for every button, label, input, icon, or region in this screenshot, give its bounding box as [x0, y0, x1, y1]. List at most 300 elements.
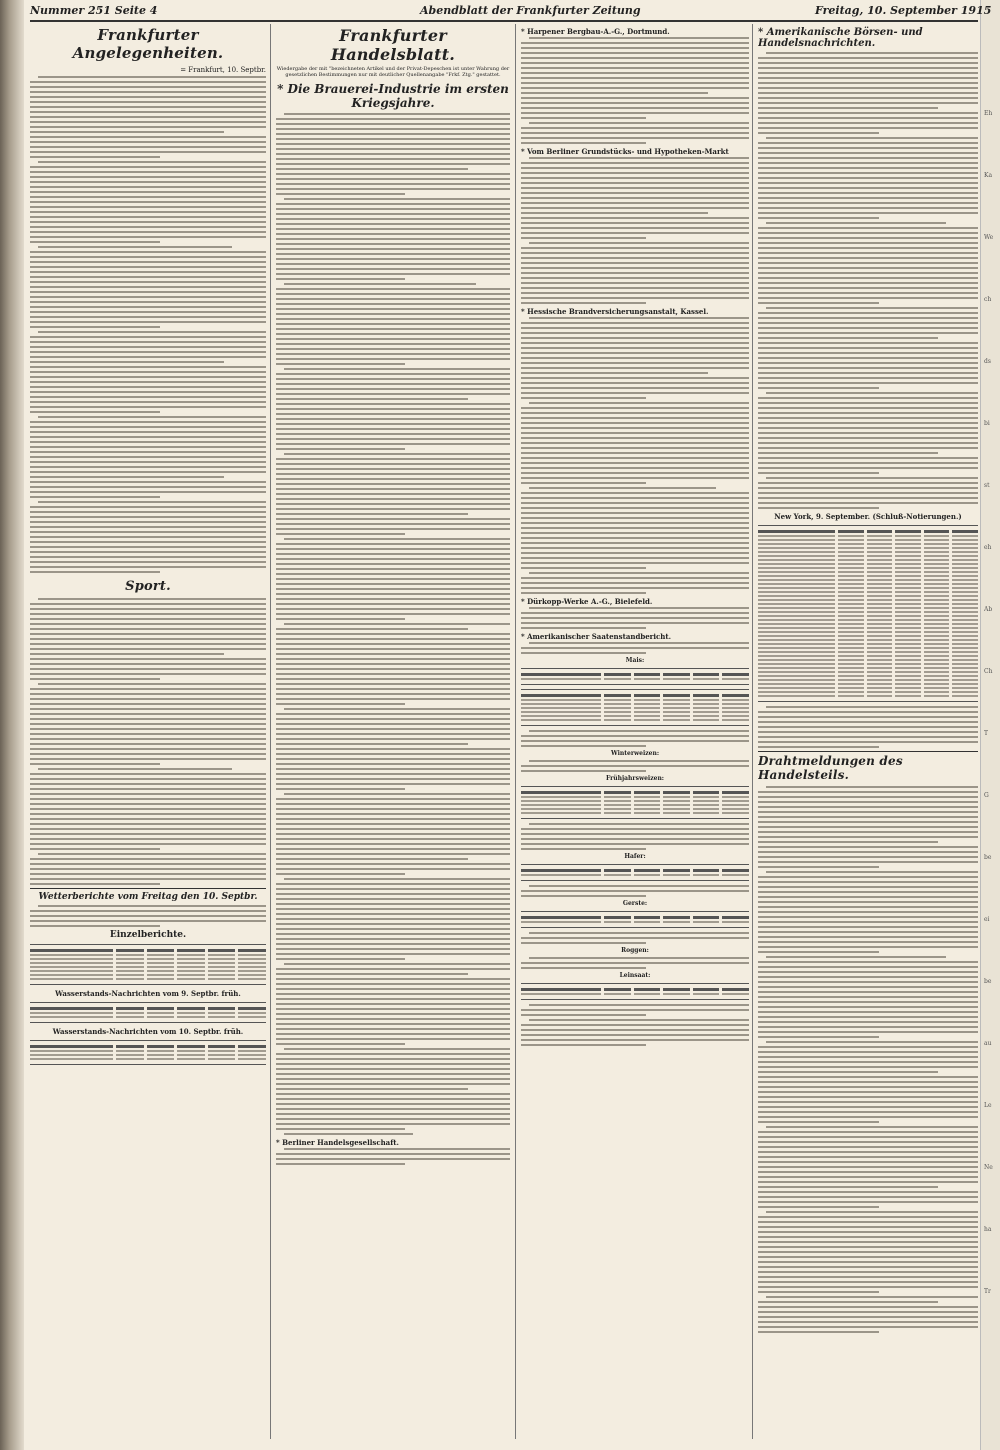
water-table-2 [30, 1040, 266, 1065]
table-cell [521, 916, 601, 919]
text-line [276, 123, 510, 125]
table-row [30, 974, 266, 976]
table-cell [867, 575, 893, 577]
text-line [276, 268, 510, 270]
text-line [758, 262, 978, 264]
table-row [521, 808, 749, 810]
article-text [30, 76, 266, 573]
text-line [758, 227, 978, 229]
text-line [30, 311, 266, 313]
marginal-fragment: ds [984, 358, 991, 365]
table-cell [604, 808, 631, 810]
text-line [276, 978, 510, 980]
text-line [758, 382, 978, 384]
text-line [276, 1093, 510, 1095]
brandversicherung-text [521, 317, 749, 594]
text-line [758, 921, 978, 923]
table-cell [634, 988, 661, 991]
text-line [521, 497, 749, 499]
text-line [521, 167, 749, 169]
text-line [276, 668, 510, 670]
table-cell [604, 993, 631, 995]
text-line [276, 403, 510, 405]
table-cell [177, 1058, 205, 1060]
table-row [758, 543, 978, 545]
text-line [30, 521, 266, 523]
text-line [276, 1038, 510, 1040]
text-line [276, 503, 510, 505]
table-cell [238, 1058, 266, 1060]
table-cell [758, 583, 835, 585]
table-row [758, 530, 978, 533]
table-cell [663, 993, 690, 995]
table-row [758, 695, 978, 697]
table-cell [30, 966, 113, 968]
table-cell [604, 673, 631, 676]
text-line [521, 838, 749, 840]
text-line [758, 976, 978, 978]
masthead-left: Nummer 251 Seite 4 [30, 4, 158, 17]
text-line [529, 730, 749, 732]
text-line [276, 588, 510, 590]
text-line [276, 718, 510, 720]
table-cell [838, 651, 864, 653]
text-line [30, 216, 266, 218]
table-cell [867, 663, 893, 665]
table-cell [693, 988, 720, 991]
table-cell [758, 695, 835, 697]
text-line [521, 890, 749, 892]
text-line [521, 282, 749, 284]
text-line [30, 321, 266, 323]
text-line [276, 318, 510, 320]
table-cell [147, 949, 175, 952]
table-cell [924, 579, 950, 581]
table-cell [867, 623, 893, 625]
text-line [276, 288, 510, 290]
weather-title: Wetterberichte vom Freitag den 10. Septbr. [30, 888, 266, 902]
text-line [521, 848, 646, 850]
text-line [758, 1196, 978, 1198]
table-cell [634, 791, 661, 794]
text-line [30, 788, 266, 790]
table-cell [693, 715, 720, 717]
table-cell [663, 791, 690, 794]
table-cell [924, 627, 950, 629]
table-cell [634, 694, 661, 697]
table-cell [521, 699, 601, 701]
text-line [30, 191, 266, 193]
table-cell [867, 607, 893, 609]
text-line [276, 888, 510, 890]
table-cell [867, 615, 893, 617]
text-line [30, 703, 266, 705]
table-cell [895, 591, 921, 593]
text-line [521, 322, 749, 324]
table-cell [604, 796, 631, 798]
text-line [30, 763, 160, 765]
table-cell [177, 962, 205, 964]
table-cell [663, 703, 690, 705]
text-line [758, 881, 978, 883]
table-cell [924, 607, 950, 609]
table-cell [208, 1045, 236, 1048]
table-cell [867, 647, 893, 649]
text-line [758, 906, 978, 908]
text-line [30, 718, 266, 720]
text-line [521, 417, 749, 419]
text-line [276, 228, 510, 230]
text-line [758, 1166, 978, 1168]
table-cell [693, 804, 720, 806]
water-title-1: Wasserstands-Nachrichten vom 9. Septbr. früh. [55, 989, 241, 998]
text-line [30, 638, 266, 640]
table-cell [895, 615, 921, 617]
text-line [30, 783, 266, 785]
table-row [758, 627, 978, 629]
table-cell [924, 659, 950, 661]
text-line [284, 283, 476, 285]
table-cell [663, 988, 690, 991]
text-line [276, 633, 510, 635]
table-cell [867, 539, 893, 541]
table-cell [758, 603, 835, 605]
table-cell [838, 535, 864, 537]
table-cell [177, 1045, 205, 1048]
table-cell [952, 679, 978, 681]
text-line [521, 1024, 749, 1026]
text-line [30, 858, 266, 860]
text-line [521, 297, 749, 299]
table-cell [867, 655, 893, 657]
text-line [30, 436, 266, 438]
table-cell [867, 687, 893, 689]
table-cell [758, 623, 835, 625]
text-line [758, 791, 978, 793]
text-line [284, 198, 510, 200]
sport-text [30, 598, 266, 885]
text-line [521, 507, 749, 509]
text-line [521, 527, 749, 529]
table-cell [895, 551, 921, 553]
table-cell [924, 571, 950, 573]
text-line [276, 508, 510, 510]
text-line [521, 82, 749, 84]
table-cell [521, 703, 601, 705]
text-line [758, 387, 879, 389]
text-line [758, 1101, 978, 1103]
text-line [30, 808, 266, 810]
text-line [38, 501, 266, 503]
table-row [30, 970, 266, 972]
table-cell [867, 563, 893, 565]
table-cell [924, 639, 950, 641]
winterweizen-label: Winterweizen: [610, 750, 660, 757]
fruehjahrsweizen-table [521, 786, 749, 819]
column-rule-1 [270, 24, 271, 1439]
text-line [30, 376, 266, 378]
text-line [521, 1014, 646, 1016]
table-row [758, 675, 978, 677]
table-cell [758, 595, 835, 597]
text-line [521, 587, 749, 589]
text-line [521, 547, 749, 549]
text-line [276, 1058, 510, 1060]
text-line [758, 287, 978, 289]
table-cell [758, 555, 835, 557]
table-cell [895, 567, 921, 569]
text-line [758, 442, 978, 444]
table-cell [238, 970, 266, 972]
table-cell [867, 651, 893, 653]
text-line [30, 466, 266, 468]
table-row [30, 1012, 266, 1014]
table-cell [663, 711, 690, 713]
text-line [30, 713, 266, 715]
text-line [30, 391, 266, 393]
table-cell [758, 671, 835, 673]
text-line [276, 653, 510, 655]
text-line [30, 623, 266, 625]
text-line [276, 933, 510, 935]
text-line [276, 943, 510, 945]
text-line [276, 713, 510, 715]
text-line [521, 292, 749, 294]
text-line [758, 721, 978, 723]
table-cell [634, 916, 661, 919]
text-line [276, 1118, 510, 1120]
table-cell [895, 575, 921, 577]
table-cell [30, 1007, 113, 1010]
text-line [758, 1096, 978, 1098]
text-line [30, 356, 266, 358]
table-cell [952, 535, 978, 537]
marginal-fragment: T [984, 730, 989, 737]
text-line [276, 688, 510, 690]
text-line [766, 392, 978, 394]
text-line [30, 166, 266, 168]
table-row [758, 635, 978, 637]
text-line [276, 1163, 405, 1165]
table-cell [895, 683, 921, 685]
table-cell [238, 1012, 266, 1014]
table-cell [895, 675, 921, 677]
table-cell [895, 571, 921, 573]
text-line [758, 1261, 978, 1263]
table-cell [895, 603, 921, 605]
table-cell [867, 543, 893, 545]
table-row [521, 988, 749, 991]
table-cell [838, 619, 864, 621]
text-line [276, 248, 510, 250]
text-line [30, 481, 266, 483]
text-line [284, 878, 510, 880]
text-line [521, 377, 749, 379]
table-cell [634, 808, 661, 810]
text-line [521, 132, 749, 134]
text-line [758, 1051, 978, 1053]
text-line [276, 848, 510, 850]
text-line [30, 116, 266, 118]
table-cell [30, 949, 113, 952]
text-line [758, 1171, 978, 1173]
text-line [276, 723, 510, 725]
table-cell [838, 595, 864, 597]
text-line [276, 1018, 510, 1020]
text-line [758, 312, 978, 314]
text-line [30, 708, 266, 710]
table-cell [952, 551, 978, 553]
text-line [758, 1151, 978, 1153]
text-line [276, 213, 510, 215]
table-cell [838, 567, 864, 569]
text-line [529, 607, 749, 609]
table-cell [838, 643, 864, 645]
table-cell [208, 974, 236, 976]
text-line [521, 162, 749, 164]
text-line [758, 1066, 978, 1068]
table-cell [521, 993, 601, 995]
text-line [276, 478, 510, 480]
text-line [276, 383, 510, 385]
table-cell [895, 583, 921, 585]
berliner-text [276, 1148, 510, 1165]
table-cell [177, 949, 205, 952]
text-line [30, 873, 266, 875]
text-line [758, 1181, 978, 1183]
text-line [758, 851, 978, 853]
text-line [758, 1016, 978, 1018]
table-row [758, 535, 978, 537]
marginal-fragment: G [984, 792, 989, 799]
text-line [30, 678, 160, 680]
text-line [276, 493, 510, 495]
text-line [30, 843, 266, 845]
text-line [30, 753, 266, 755]
table-row [521, 791, 749, 794]
text-line [30, 251, 266, 253]
text-line [521, 42, 749, 44]
text-line [276, 343, 510, 345]
table-cell [634, 812, 661, 814]
text-line [521, 447, 749, 449]
text-line [276, 468, 510, 470]
text-line [30, 291, 266, 293]
text-line [521, 57, 749, 59]
text-line [758, 936, 978, 938]
table-cell [521, 711, 601, 713]
text-line [30, 446, 266, 448]
table-cell [722, 678, 749, 680]
mais-label: Mais: [625, 657, 645, 664]
text-line [521, 227, 749, 229]
text-line [276, 393, 510, 395]
table-cell [924, 651, 950, 653]
brandversicherung-lead: * Hessische Brandversicherungsanstalt, Kassel. [521, 307, 709, 316]
table-cell [521, 812, 601, 814]
text-line [276, 418, 510, 420]
text-line [758, 931, 978, 933]
table-cell [634, 869, 661, 872]
text-line [758, 452, 938, 454]
table-cell [634, 678, 661, 680]
table-cell [116, 970, 144, 972]
gerste-table [521, 911, 749, 928]
table-cell [952, 615, 978, 617]
table-cell [238, 1016, 266, 1018]
text-line [30, 271, 266, 273]
text-line [758, 926, 978, 928]
table-cell [758, 539, 835, 541]
text-line [521, 522, 749, 524]
text-line [529, 885, 749, 887]
table-cell [924, 587, 950, 589]
text-line [30, 96, 266, 98]
table-cell [924, 619, 950, 621]
table-cell [895, 691, 921, 693]
table-cell [722, 988, 749, 991]
table-cell [838, 543, 864, 545]
text-line [529, 823, 749, 825]
text-line [276, 448, 405, 450]
text-line [758, 711, 978, 713]
table-row [758, 607, 978, 609]
table-cell [604, 791, 631, 794]
text-line [529, 242, 749, 244]
text-line [276, 788, 405, 790]
text-line [758, 1001, 978, 1003]
table-cell [952, 691, 978, 693]
text-line [30, 793, 266, 795]
table-row [758, 591, 978, 593]
table-cell [758, 587, 835, 589]
table-cell [895, 555, 921, 557]
text-line [766, 956, 946, 958]
table-cell [895, 631, 921, 633]
text-line [758, 72, 978, 74]
table-cell [693, 808, 720, 810]
table-cell [924, 575, 950, 577]
mais-text [521, 730, 749, 747]
text-line [758, 1011, 978, 1013]
text-line [521, 937, 749, 939]
text-line [521, 337, 749, 339]
table-cell [758, 579, 835, 581]
leinsaat-table [521, 983, 749, 1000]
table-cell [722, 874, 749, 876]
table-cell [952, 591, 978, 593]
text-line [276, 1123, 510, 1125]
text-line [30, 401, 266, 403]
table-cell [30, 954, 113, 956]
table-cell [838, 679, 864, 681]
text-line [758, 1111, 978, 1113]
table-cell [758, 663, 835, 665]
table-row [30, 966, 266, 968]
text-line [30, 511, 266, 513]
text-line [758, 1206, 879, 1208]
hafer-label: Hafer: [624, 853, 646, 860]
text-line [30, 346, 266, 348]
text-line [30, 608, 266, 610]
text-line [758, 117, 978, 119]
text-line [276, 543, 510, 545]
text-line [30, 451, 266, 453]
text-line [276, 528, 510, 530]
text-line [758, 362, 978, 364]
text-line [758, 1306, 978, 1308]
table-cell [895, 535, 921, 537]
